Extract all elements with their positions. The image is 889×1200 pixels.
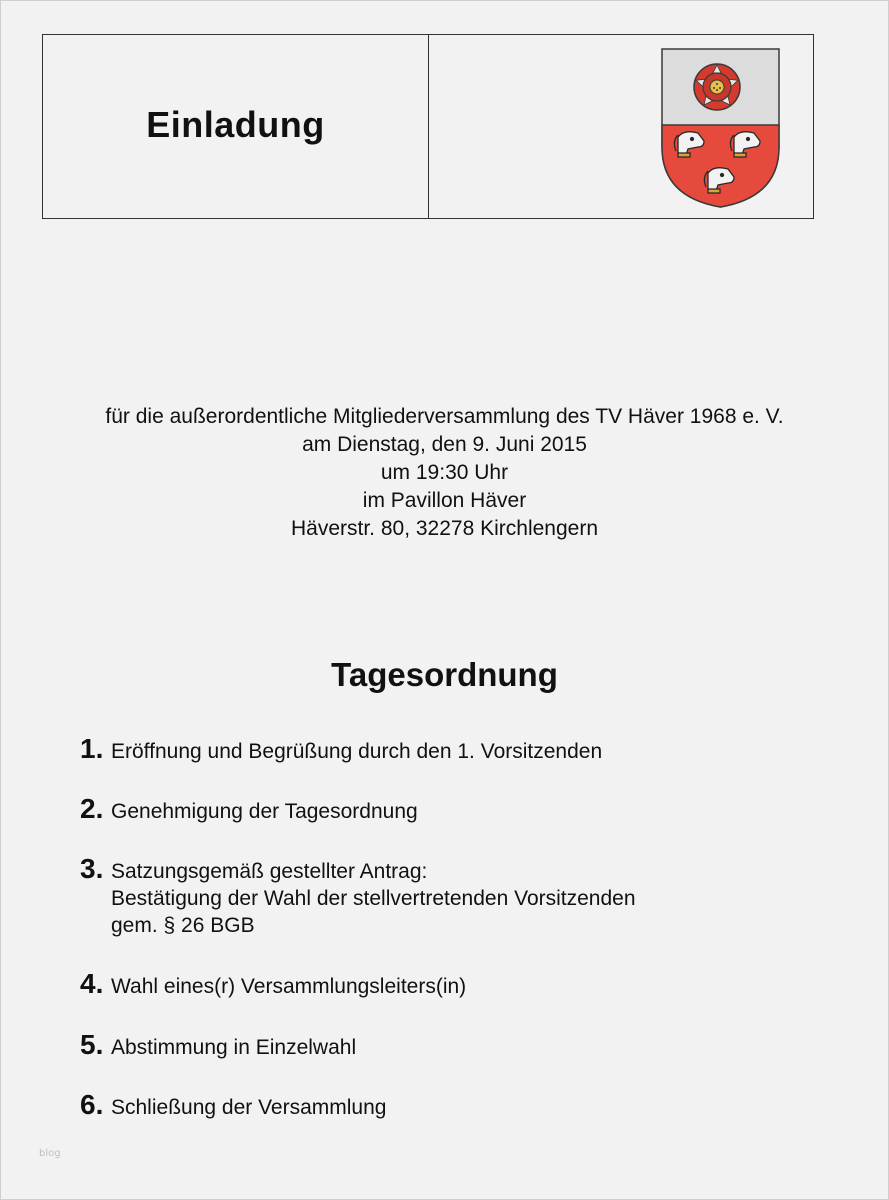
coat-of-arms-icon xyxy=(660,47,781,209)
agenda-item-text xyxy=(111,858,636,939)
header-title-cell xyxy=(43,35,429,218)
agenda-item-line: gem. § 26 BGB xyxy=(111,914,255,937)
intro-line-time: um 19:30 Uhr xyxy=(380,461,509,484)
agenda-item-text xyxy=(111,973,466,1000)
agenda-item-number: 3. xyxy=(80,853,104,884)
agenda-item-text xyxy=(111,1094,386,1121)
agenda-item-number: 2. xyxy=(80,793,104,824)
rose-icon xyxy=(694,64,740,110)
agenda-item-line: Bestätigung der Wahl der stellvertretenden Vorsitzenden xyxy=(111,887,636,910)
invitation-details xyxy=(0,403,889,543)
agenda-item-number: 4. xyxy=(80,968,104,999)
agenda-item-line: Abstimmung in Einzelwahl xyxy=(111,1036,357,1059)
agenda-item-number: 5. xyxy=(80,1029,104,1060)
agenda-item-text xyxy=(111,738,602,765)
agenda-title: Tagesordnung xyxy=(331,656,558,693)
agenda-item-number: 1. xyxy=(80,733,104,764)
agenda-item-number: 6. xyxy=(80,1089,104,1120)
intro-line-venue: im Pavillon Häver xyxy=(362,489,527,512)
agenda-item-line: Schließung der Versammlung xyxy=(111,1096,387,1119)
header-box xyxy=(42,34,814,219)
document-title: Einladung xyxy=(146,104,325,145)
agenda-item-text xyxy=(111,798,418,825)
agenda-item-line: Satzungsgemäß gestellter Antrag: xyxy=(111,860,428,883)
watermark: blog xyxy=(39,1148,61,1159)
agenda-item-text xyxy=(111,1034,356,1061)
intro-line-meeting: für die außerordentliche Mitgliederversammlung des TV Häver 1968 e. V. xyxy=(105,405,784,428)
header-crest-cell xyxy=(429,35,813,218)
intro-line-address: Häverstr. 80, 32278 Kirchlengern xyxy=(290,517,598,540)
agenda-item-line: Eröffnung und Begrüßung durch den 1. Vorsitzenden xyxy=(111,740,603,763)
agenda-item-line: Genehmigung der Tagesordnung xyxy=(111,800,418,823)
intro-line-date: am Dienstag, den 9. Juni 2015 xyxy=(302,433,587,456)
agenda-item-line: Wahl eines(r) Versammlungsleiters(in) xyxy=(111,975,467,998)
